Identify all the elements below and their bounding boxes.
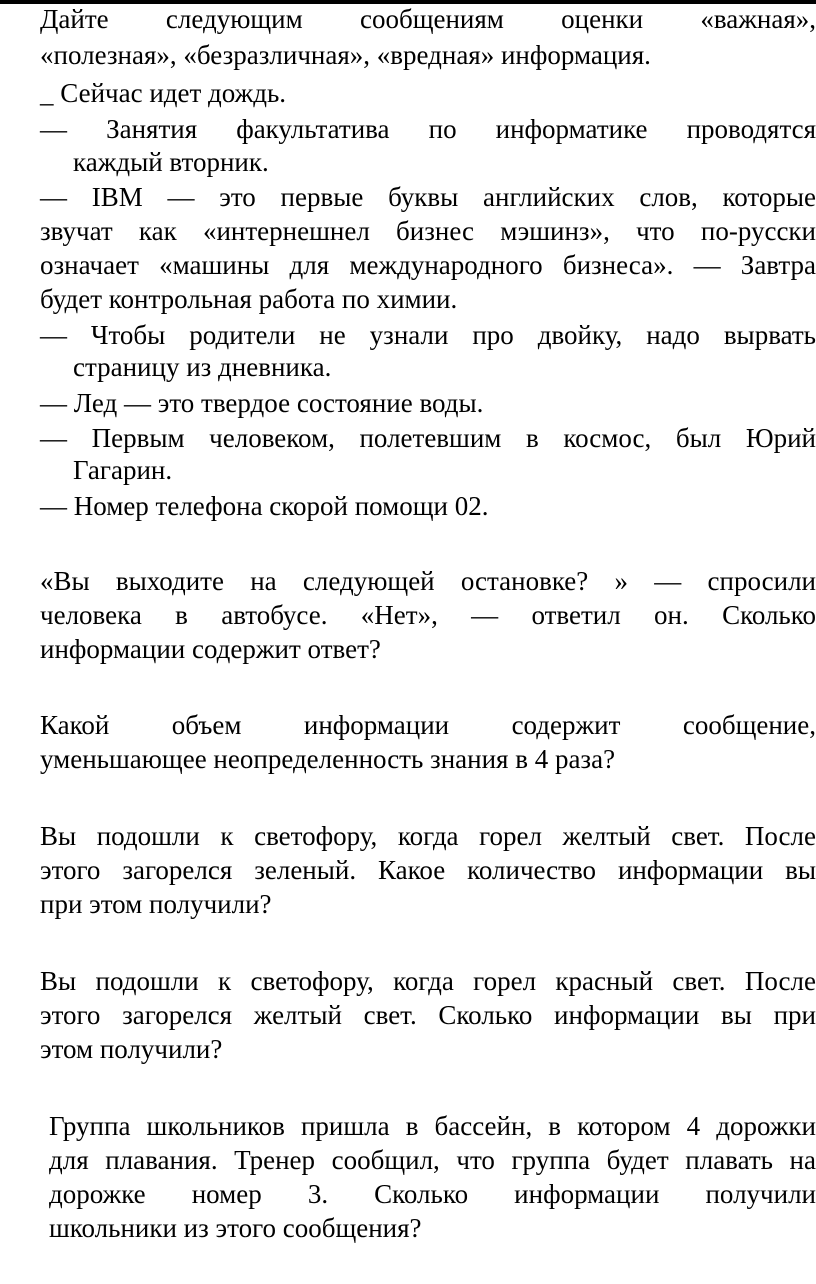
- text-line: человека в автобусе. «Нет», — ответил он. Сколько: [40, 600, 816, 630]
- text-line: звучат как «интернешнел бизнес мэшинз», что по-русски: [40, 216, 816, 246]
- text-line: для плавания. Тренер сообщил, что группа будет плавать на: [49, 1145, 816, 1175]
- text-line: Дайте следующим сообщениям оценки «важная»,: [40, 4, 816, 34]
- text-line: _ Сейчас идет дождь.: [40, 78, 287, 108]
- text-line: страницу из дневника.: [73, 352, 332, 382]
- text-line: Группа школьников пришла в бассейн, в котором 4 дорожки: [49, 1111, 816, 1141]
- text-line: дорожке номер 3. Сколько информации получили: [49, 1179, 816, 1209]
- text-line: Какой объем информации содержит сообщение,: [40, 710, 816, 740]
- text-line: — Номер телефона скорой помощи 02.: [40, 491, 489, 521]
- text-line: этого загорелся зеленый. Какое количество информации вы: [40, 855, 816, 885]
- text-line: Вы подошли к светофору, когда горел желтый свет. После: [40, 821, 816, 851]
- text-line: школьники из этого сообщения?: [49, 1213, 422, 1243]
- text-line: — Первым человеком, полетевшим в космос, был Юрий: [40, 423, 816, 453]
- text-line: этом получили?: [40, 1034, 223, 1064]
- text-line: «Вы выходите на следующей остановке? » — спросили: [40, 566, 816, 596]
- text-line: уменьшающее неопределенность знания в 4 раза?: [40, 744, 616, 774]
- text-line: — IBM — это первые буквы английских слов, которые: [40, 182, 816, 212]
- text-line: при этом получили?: [40, 889, 272, 919]
- text-line: будет контрольная работа по химии.: [40, 284, 458, 314]
- text-line: — Лед — это твердое состояние воды.: [40, 388, 484, 418]
- text-line: этого загорелся желтый свет. Сколько информации вы при: [40, 1000, 816, 1030]
- text-line: Вы подошли к светофору, когда горел красный свет. После: [40, 966, 816, 996]
- text-line: Гагарин.: [73, 455, 173, 485]
- text-line: «полезная», «безразличная», «вредная» информация.: [40, 40, 651, 70]
- text-line: информации содержит ответ?: [40, 634, 381, 664]
- text-line: означает «машины для международного бизнеса». — Завтра: [40, 250, 816, 280]
- text-line: — Занятия факультатива по информатике проводятся: [40, 114, 816, 144]
- text-line: — Чтобы родители не узнали про двойку, надо вырвать: [40, 320, 816, 350]
- text-line: каждый вторник.: [73, 147, 269, 177]
